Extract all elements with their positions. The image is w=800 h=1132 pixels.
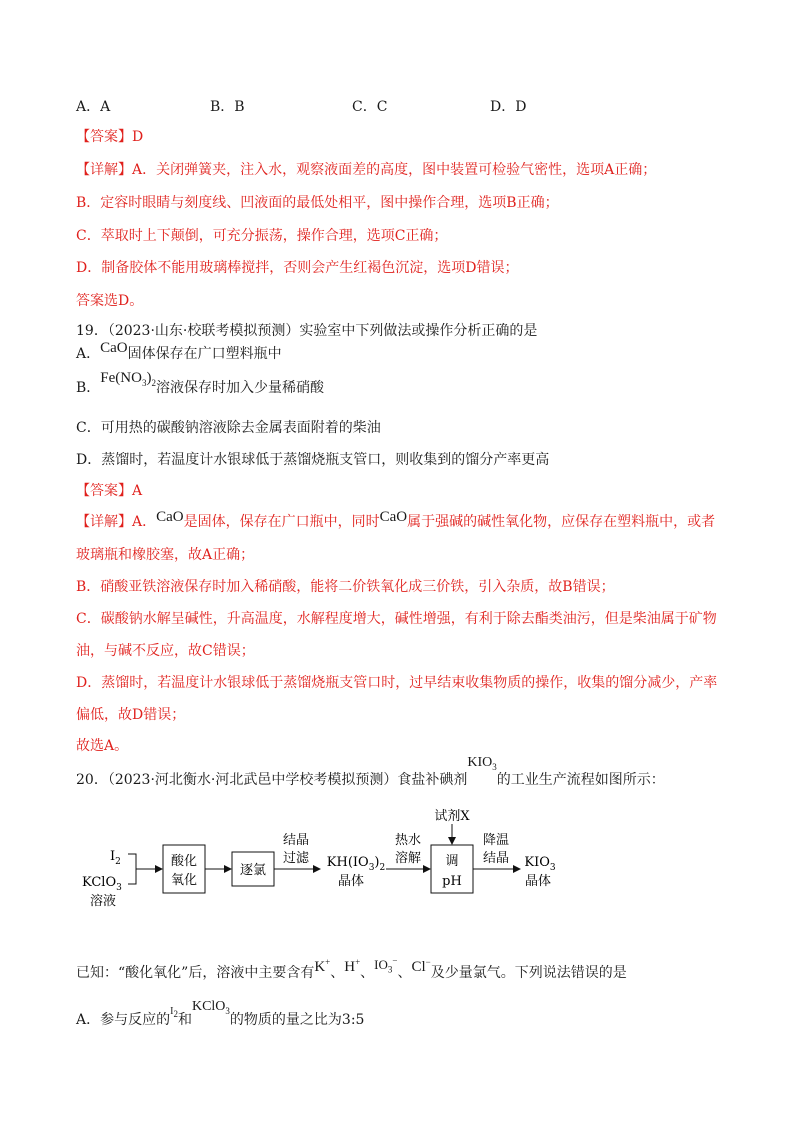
input-i2: $I_2$	[110, 849, 121, 867]
q20-known	[76, 955, 627, 988]
q18-detail-d: D．制备胶体不能用玻璃棒搅拌，否则会产生红褐色沉淀，选项D错误；	[76, 260, 519, 276]
answer-value: D	[132, 129, 144, 145]
q18-option-a: A．A	[76, 99, 111, 115]
known-text: 及少量氯气。下列说法错误的是	[430, 965, 627, 981]
box3-line2: pH	[442, 874, 462, 889]
q19-option-c: C．可用热的碳酸钠溶液除去金属表面附着的柴油	[76, 420, 381, 436]
q18-detail-b: B．定容时眼睛与刻度线、凹液面的最低处相平，图中操作合理，选项B正确；	[76, 195, 559, 211]
q18-option-b: B．B	[210, 99, 245, 115]
option-text: 溶液保存时加入少量稀硝酸	[155, 380, 324, 396]
formula-main: Fe(NO	[100, 370, 142, 386]
q19-detail-a-line2: 玻璃瓶和橡胶塞，故A正确；	[76, 547, 255, 563]
detail-label: 【详解】	[76, 514, 132, 530]
detail-text: A．	[132, 514, 157, 530]
detail-text: A．关闭弹簧夹，注入水，观察液面差的高度，图中装置可检验气密性，选项A正确；	[132, 162, 657, 178]
box2-label: 逐氯	[239, 863, 267, 878]
ion-k	[314, 959, 330, 975]
formula-sub: 3	[492, 761, 497, 772]
box3-line1: 调	[445, 854, 459, 869]
q19-answer	[76, 481, 142, 501]
kio3-formula	[467, 755, 496, 770]
q19-option-b	[76, 370, 324, 403]
input-kclo3: KClO$_3$	[82, 875, 122, 893]
q19-detail-d-line2: 偏低，故D错误；	[76, 707, 186, 723]
q19-option-a	[76, 340, 282, 364]
flow-diagram	[70, 808, 590, 913]
fe-no3-2-formula	[100, 370, 156, 386]
q19-detail-c-line1: C．碳酸钠水解呈碱性，升高温度，水解程度增大，碱性增强，有利于除去酯类油污，但是柴油属于矿物	[76, 611, 717, 627]
q18-detail-a	[76, 160, 656, 180]
kclo3-formula	[192, 999, 230, 1014]
separator: 、	[397, 965, 412, 981]
cao-formula: CaO	[100, 340, 128, 356]
stem-text: 20．（2023·河北衡水·河北武邑中学校考模拟预测）食盐补碘剂	[76, 772, 468, 788]
ion-charge: +	[325, 957, 331, 967]
detail-text: 属于强碱的碱性氧化物，应保存在塑料瓶中，或者	[407, 514, 716, 530]
option-text: 的物质的量之比为3:5	[229, 1012, 365, 1028]
separator: 、	[330, 965, 345, 981]
known-text: 已知：“酸化氧化”后，溶液中主要含有	[76, 965, 315, 981]
q18-option-c: C．C	[352, 99, 388, 115]
q19-detail-d-line1: D．蒸馏时，若温度计水银球低于蒸馏烧瓶支管口时，过早结束收集物质的操作，收集的馏分减少，产率	[76, 675, 718, 691]
q19-conclusion: 故选A。	[76, 738, 129, 754]
formula-sub: 3	[141, 378, 147, 388]
q18-answer	[76, 127, 143, 147]
ion-h	[344, 959, 360, 975]
formula-sub: 2	[151, 378, 156, 388]
answer-label: 【答案】	[76, 129, 132, 145]
input-solution: 溶液	[90, 894, 117, 909]
step1-line1: 结晶	[282, 833, 310, 848]
step2-line1: 热水	[394, 833, 422, 848]
q19-detail-c-line2: 油，与碱不反应，故C错误；	[76, 643, 255, 659]
stem-text: 的工业生产流程如图所示：	[496, 772, 665, 788]
formula-close: )	[146, 370, 152, 386]
q18-option-d: D．D	[490, 99, 527, 115]
reagent-x: 试剂X	[434, 809, 470, 824]
ion-charge: −	[425, 957, 431, 967]
cao-formula: CaO	[379, 509, 408, 525]
ion-symbol: H	[344, 959, 356, 975]
product-kio3: $KIO_3$	[524, 855, 556, 873]
formula-main: I	[170, 1006, 174, 1017]
q20-option-a	[76, 999, 365, 1035]
ion-sub: 3	[387, 964, 393, 975]
q19-detail-b: B．硝酸亚铁溶液保存时加入稀硝酸，能将二价铁氧化成三价铁，引入杂质，故B错误；	[76, 579, 615, 595]
ion-cl	[411, 959, 430, 975]
option-prefix: B．	[76, 380, 101, 396]
product-kh-io3-2: $KH(IO_3)_2$	[326, 855, 386, 873]
detail-text: 是固体，保存在广口瓶中，同时	[183, 514, 380, 530]
box1-line1: 酸化	[170, 854, 198, 869]
option-prefix: A．	[76, 346, 101, 362]
detail-label: 【详解】	[76, 162, 132, 178]
ion-charge: −	[392, 955, 398, 966]
step1-line2: 过滤	[282, 851, 310, 866]
answer-value: A	[132, 483, 143, 499]
input-bracket	[128, 854, 136, 884]
q19-option-d: D．蒸馏时，若温度计水银球低于蒸馏烧瓶支管口，则收集到的馏分产率更高	[76, 452, 550, 468]
ion-charge: +	[355, 957, 361, 967]
q19-detail-a-line1	[76, 509, 716, 532]
formula-sub: 2	[173, 1009, 178, 1019]
step3-line1: 降温	[482, 833, 510, 848]
formula-main: KIO	[467, 755, 493, 770]
i2-formula	[170, 1006, 178, 1017]
separator: 、	[360, 965, 375, 981]
box1-line2: 氧化	[170, 873, 198, 888]
product1-state: 晶体	[337, 874, 365, 889]
ion-symbol: K	[314, 959, 326, 975]
q18-detail-c: C．萃取时上下颠倒，可充分振荡，操作合理，选项C正确；	[76, 228, 448, 244]
cao-formula: CaO	[156, 509, 184, 525]
formula-main: KClO	[191, 999, 226, 1014]
ion-io3	[374, 955, 398, 975]
formula-sub: 3	[225, 1005, 230, 1016]
product2-state: 晶体	[524, 874, 552, 889]
q18-conclusion: 答案选D。	[76, 293, 144, 309]
q19-stem: 19．（2023·山东·校联考模拟预测）实验室中下列做法或操作分析正确的是	[76, 323, 538, 339]
answer-label: 【答案】	[76, 483, 132, 499]
q20-stem	[76, 755, 665, 795]
option-text: 和	[177, 1012, 192, 1028]
option-text: 固体保存在广口塑料瓶中	[127, 346, 282, 362]
ion-symbol: IO	[374, 957, 388, 972]
step2-line2: 溶解	[394, 851, 422, 866]
option-text: A．参与反应的	[76, 1012, 171, 1028]
step3-line2: 结晶	[482, 851, 510, 866]
ion-symbol: Cl	[411, 959, 426, 975]
